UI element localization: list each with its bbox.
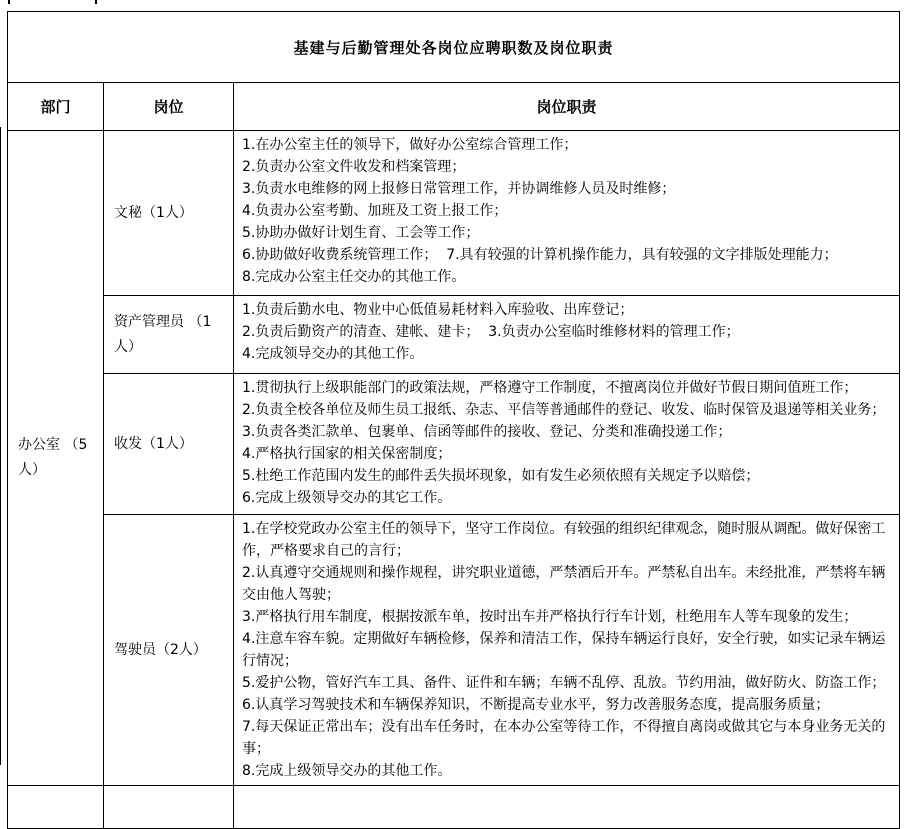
table-row bbox=[8, 131, 900, 296]
clipped-next-row bbox=[8, 786, 900, 829]
duty-line: 2.负责办公室文件收发和档案管理； bbox=[242, 159, 466, 175]
column-header-duties: 岗位职责 bbox=[234, 83, 900, 131]
duty-line: 5.杜绝工作范围内发生的邮件丢失损坏现象，如有发生必须依照有关规定予以赔偿； bbox=[242, 468, 760, 484]
column-header-department: 部门 bbox=[8, 83, 104, 131]
duty-line: 1.在学校党政办公室主任的领导下，坚守工作岗位。有较强的组织纪律观念，随时服从调配。做好保密工作，严格要求自己的言行； bbox=[242, 521, 886, 559]
clipped-border-stub bbox=[95, 0, 97, 4]
table-row bbox=[8, 515, 900, 786]
duty-line: 4.注意车容车貌。定期做好车辆检修，保养和清洁工作，保持车辆运行良好，安全行驶，如实记录车辆运行情况； bbox=[242, 631, 886, 669]
duty-line: 4.负责办公室考勤、加班及工资上报工作； bbox=[242, 203, 508, 219]
duties-cell bbox=[234, 374, 900, 515]
header-row bbox=[8, 83, 900, 131]
job-duties-table bbox=[7, 11, 900, 829]
position-cell: 资产管理员 （1人） bbox=[104, 296, 234, 374]
duty-line: 4.完成领导交办的其他工作。 bbox=[242, 346, 424, 362]
department-cell bbox=[8, 786, 104, 829]
position-cell: 驾驶员（2人） bbox=[104, 515, 234, 786]
duty-line: 6.认真学习驾驶技术和车辆保养知识，不断提高专业水平，努力改善服务态度，提高服务质量； bbox=[242, 697, 830, 713]
duty-line: 3.负责水电维修的网上报修日常管理工作，并协调维修人员及时维修； bbox=[242, 181, 676, 197]
duty-line: 8.完成办公室主任交办的其他工作。 bbox=[242, 269, 466, 285]
duties-cell bbox=[234, 786, 900, 829]
duty-line: 3.严格执行用车制度，根据按派车单，按时出车并严格执行行车计划，杜绝用车人等车现象的发生； bbox=[242, 609, 858, 625]
duties-cell bbox=[234, 131, 900, 296]
duty-line: 6.完成上级领导交办的其它工作。 bbox=[242, 490, 452, 506]
duties-cell bbox=[234, 296, 900, 374]
duty-line: 2.负责全校各单位及师生员工报纸、杂志、平信等普通邮件的登记、收发、临时保管及退递等相关业务； bbox=[242, 402, 886, 418]
position-cell: 文秘（1人） bbox=[104, 131, 234, 296]
title-row bbox=[8, 12, 900, 83]
table-row bbox=[8, 374, 900, 515]
clipped-border-stub bbox=[8, 0, 10, 4]
duty-line: 3.负责各类汇款单、包裹单、信函等邮件的接收、登记、分类和准确投递工作； bbox=[242, 424, 732, 440]
position-cell: 收发（1人） bbox=[104, 374, 234, 515]
duty-line: 1.负责后勤水电、物业中心低值易耗材料入库验收、出库登记； bbox=[242, 302, 634, 318]
table-row bbox=[8, 296, 900, 374]
duty-line: 7.每天保证正常出车；没有出车任务时，在本办公室等待工作，不得擅自离岗或做其它与本身业务无关的事； bbox=[242, 719, 886, 757]
duty-line: 8.完成上级领导交办的其他工作。 bbox=[242, 763, 452, 779]
department-cell: 办公室 （5人） bbox=[8, 131, 104, 786]
column-header-position: 岗位 bbox=[104, 83, 234, 131]
duty-line: 2.负责后勤资产的清查、建帐、建卡； 3.负责办公室临时维修材料的管理工作； bbox=[242, 324, 740, 340]
table-title: 基建与后勤管理处各岗位应聘职数及岗位职责 bbox=[8, 12, 900, 83]
clipped-outer-border-left bbox=[0, 127, 1, 765]
duty-line: 4.严格执行国家的相关保密制度； bbox=[242, 446, 452, 462]
duty-line: 2.认真遵守交通规则和操作规程，讲究职业道德，严禁酒后开车。严禁私自出车。未经批准，严禁将车辆交由他人驾驶； bbox=[242, 565, 886, 603]
position-cell bbox=[104, 786, 234, 829]
duty-line: 5.爱护公物，管好汽车工具、备件、证件和车辆；车辆不乱停、乱放。节约用油，做好防火、防盗工作； bbox=[242, 675, 886, 691]
duty-line: 6.协助做好收费系统管理工作； 7.具有较强的计算机操作能力，具有较强的文字排版处理能力； bbox=[242, 247, 838, 263]
duties-cell bbox=[234, 515, 900, 786]
duty-line: 5.协助办做好计划生育、工会等工作； bbox=[242, 225, 480, 241]
duty-line: 1.在办公室主任的领导下，做好办公室综合管理工作； bbox=[242, 137, 578, 153]
duty-line: 1.贯彻执行上级职能部门的政策法规，严格遵守工作制度，不擅离岗位并做好节假日期间值班工作； bbox=[242, 380, 858, 396]
